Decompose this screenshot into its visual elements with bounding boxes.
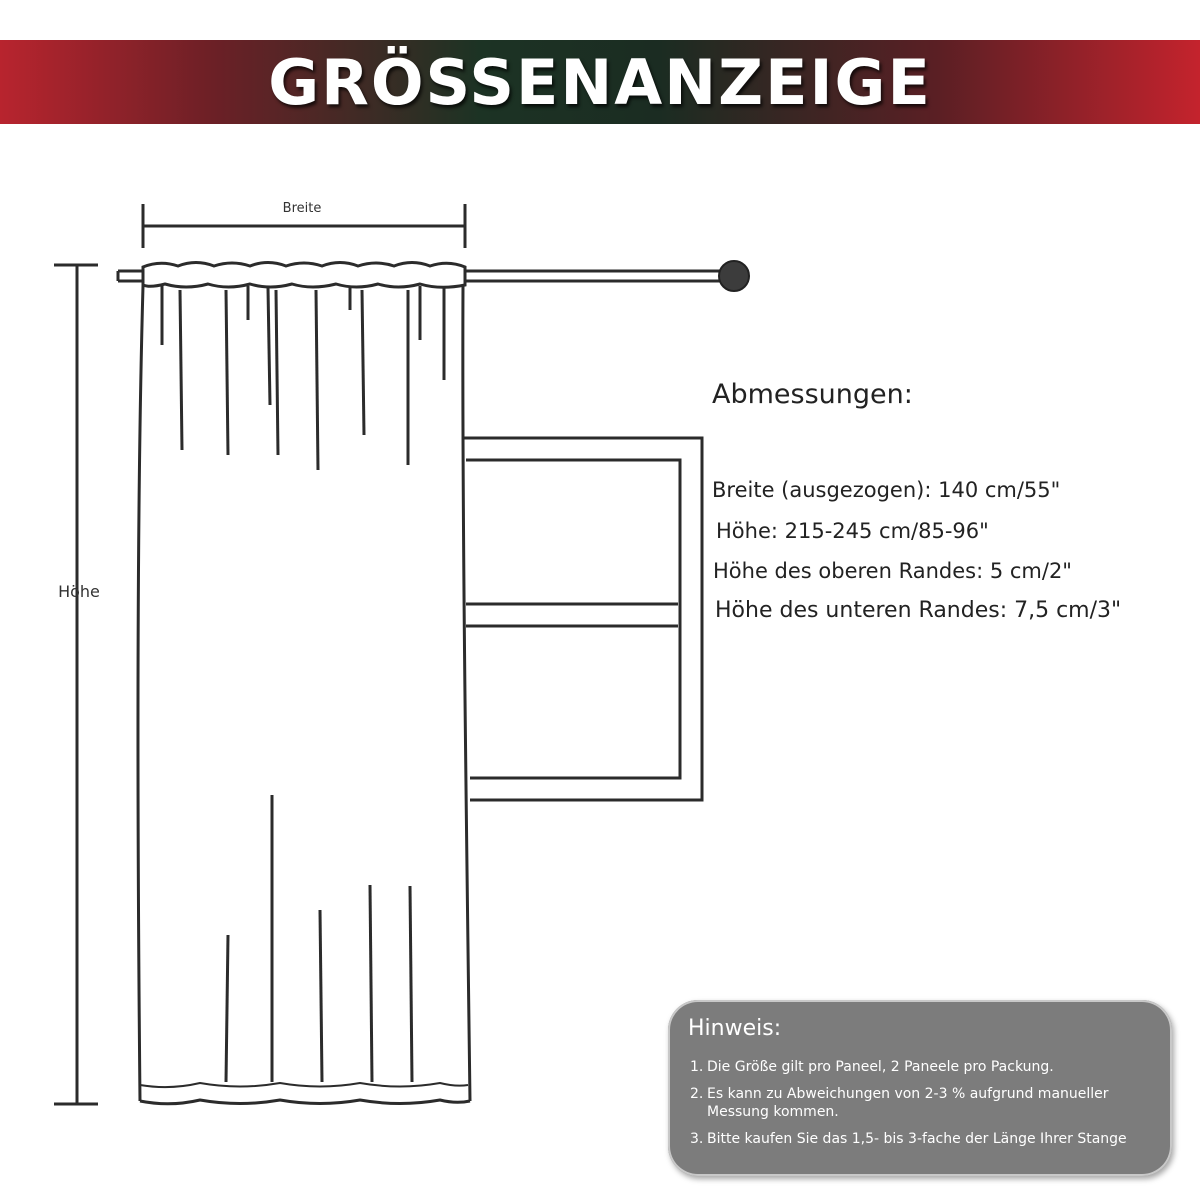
note-list — [690, 1058, 1160, 1157]
curtain-panel — [138, 263, 470, 1104]
dimension-top-hem: Höhe des oberen Randes: 5 cm/2" — [713, 559, 1072, 583]
note-number: 1. — [690, 1059, 704, 1075]
note-text: Es kann zu Abweichungen von 2-3 % aufgrund manueller Messung kommen. — [707, 1086, 1109, 1120]
height-label: Höhe — [58, 582, 100, 601]
rod-finial-icon — [719, 261, 749, 291]
banner-title: GRÖSSENANZEIGE — [268, 45, 932, 119]
dimension-bottom-hem: Höhe des unteren Randes: 7,5 cm/3" — [715, 598, 1122, 623]
dimension-height: Höhe: 215-245 cm/85-96" — [716, 519, 989, 543]
window-frame — [464, 438, 702, 800]
list-item — [690, 1085, 1160, 1121]
dimension-width: Breite (ausgezogen): 140 cm/55" — [712, 478, 1061, 502]
note-box — [668, 1000, 1172, 1176]
note-number: 2. — [690, 1086, 704, 1102]
list-item — [690, 1058, 1160, 1076]
note-number: 3. — [690, 1131, 704, 1147]
note-text: Die Größe gilt pro Paneel, 2 Paneele pro Packung. — [707, 1059, 1054, 1075]
width-label: Breite — [282, 201, 322, 216]
note-text: Bitte kaufen Sie das 1,5- bis 3-fache der Länge Ihrer Stange — [707, 1131, 1127, 1147]
list-item — [690, 1130, 1160, 1148]
height-dimension-line — [54, 265, 98, 1104]
note-title: Hinweis: — [688, 1016, 782, 1041]
dimensions-title: Abmessungen: — [712, 379, 913, 410]
